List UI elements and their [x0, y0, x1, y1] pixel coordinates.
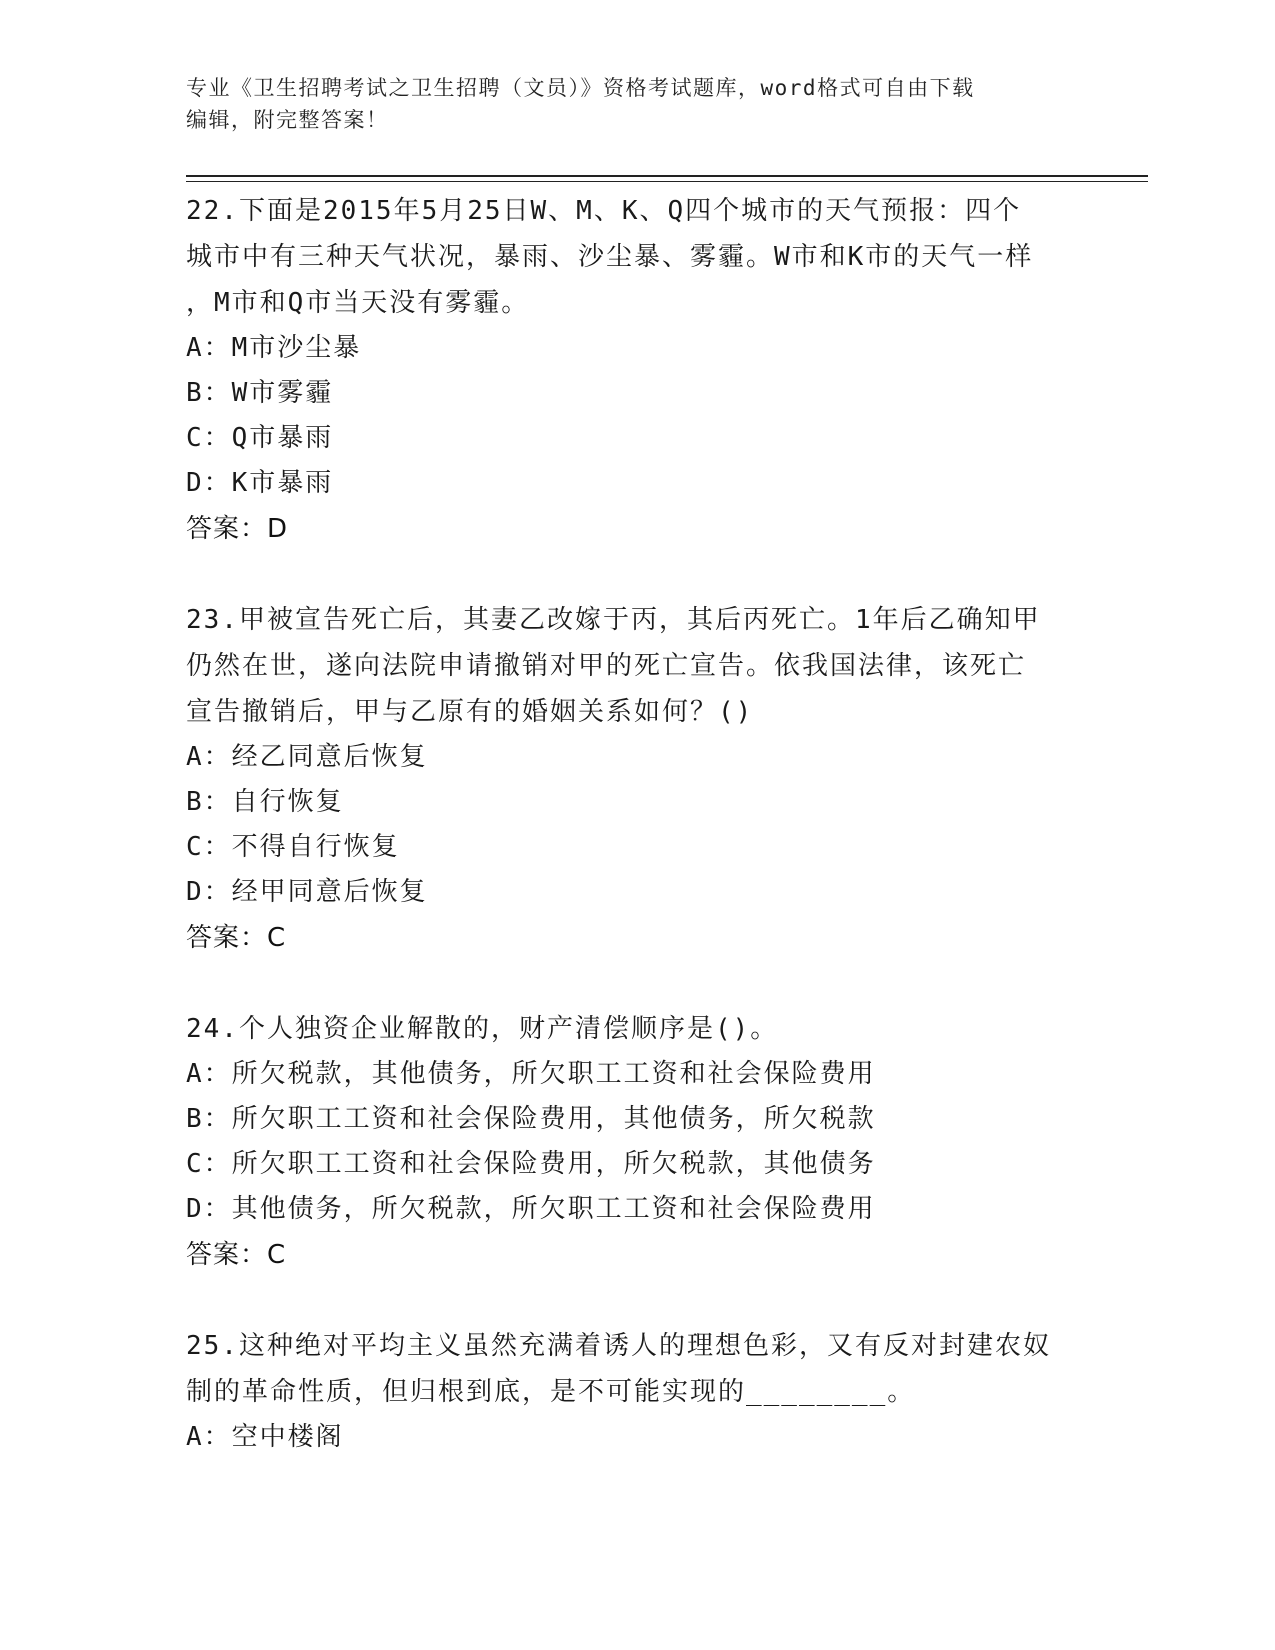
stem-line: 仍然在世，遂向法院申请撤销对甲的死亡宣告。依我国法律，该死亡	[186, 651, 1027, 681]
stem-line: 22.下面是2015年5月25日W、M、K、Q四个城市的天气预报：四个	[186, 196, 1022, 226]
answer-line: 答案：C	[186, 1240, 287, 1270]
option-b: B：自行恢复	[186, 787, 344, 817]
question-25	[186, 1323, 1086, 1460]
header-divider-thick	[186, 175, 1148, 177]
option-a: A：M市沙尘暴	[186, 333, 362, 363]
option-c: C：不得自行恢复	[186, 832, 400, 862]
stem-line: 23.甲被宣告死亡后，其妻乙改嫁于丙，其后丙死亡。1年后乙确知甲	[186, 605, 1041, 635]
option-c: C：Q市暴雨	[186, 423, 334, 453]
question-stem	[186, 188, 1086, 326]
question-stem	[186, 1006, 1086, 1052]
document-header	[186, 72, 1086, 136]
stem-line: ，M市和Q市当天没有雾霾。	[186, 288, 530, 318]
stem-line: 城市中有三种天气状况，暴雨、沙尘暴、雾霾。W市和K市的天气一样	[186, 242, 1034, 272]
question-24	[186, 1006, 1086, 1278]
option-b: B：W市雾霾	[186, 378, 334, 408]
stem-line: 25.这种绝对平均主义虽然充满着诱人的理想色彩，又有反对封建农奴	[186, 1331, 1051, 1361]
option-b: B：所欠职工工资和社会保险费用，其他债务，所欠税款	[186, 1104, 876, 1134]
answer-line: 答案：C	[186, 923, 287, 953]
option-a: A：所欠税款，其他债务，所欠职工工资和社会保险费用	[186, 1059, 876, 1089]
option-d: D：K市暴雨	[186, 468, 334, 498]
option-list	[186, 735, 1086, 915]
stem-line: 宣告撤销后，甲与乙原有的婚姻关系如何？()	[186, 697, 754, 727]
option-a: A：经乙同意后恢复	[186, 742, 428, 772]
option-c: C：所欠职工工资和社会保险费用，所欠税款，其他债务	[186, 1149, 876, 1179]
question-stem	[186, 597, 1086, 735]
header-divider-thin	[186, 181, 1148, 182]
option-list	[186, 1415, 1086, 1460]
option-list	[186, 326, 1086, 506]
stem-line: 制的革命性质，但归根到底，是不可能实现的________。	[186, 1377, 916, 1407]
option-a: A：空中楼阁	[186, 1422, 344, 1452]
question-23	[186, 597, 1086, 961]
header-line: 专业《卫生招聘考试之卫生招聘（文员）》资格考试题库，word格式可自由下载	[186, 76, 975, 100]
option-d: D：经甲同意后恢复	[186, 877, 428, 907]
stem-line: 24.个人独资企业解散的，财产清偿顺序是()。	[186, 1014, 779, 1044]
question-22	[186, 188, 1086, 552]
option-d: D：其他债务，所欠税款，所欠职工工资和社会保险费用	[186, 1194, 876, 1224]
question-stem	[186, 1323, 1086, 1415]
option-list	[186, 1052, 1086, 1232]
header-line: 编辑，附完整答案！	[186, 108, 389, 132]
answer-line: 答案：D	[186, 514, 289, 544]
